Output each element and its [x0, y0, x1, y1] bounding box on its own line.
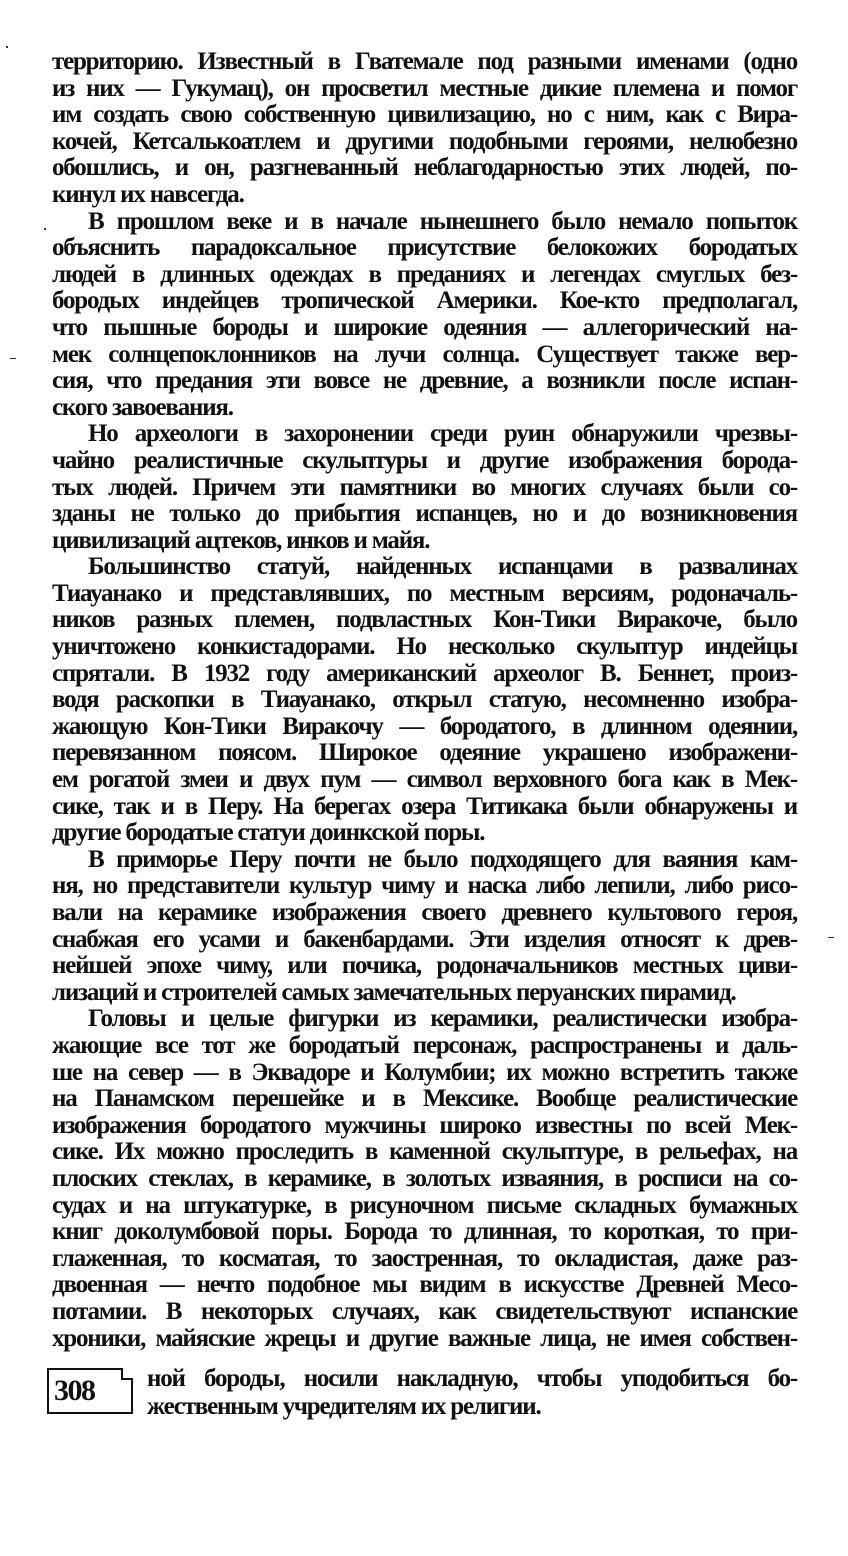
text-line: спрятали. В 1932 году американский археолог В. Беннет, произ-: [52, 659, 797, 687]
text-line: жающую Кон-Тики Виракочу — бородатого, в длинном одеянии,: [52, 712, 797, 740]
text-line: книг доколумбовой поры. Борода то длинная, то короткая, то при-: [52, 1218, 797, 1246]
paragraph: [52, 847, 797, 1007]
paragraph: [52, 1006, 797, 1352]
scan-speck: [828, 937, 834, 938]
text-line: жественным учредителям их религии.: [147, 1392, 541, 1420]
text-line: перевязанном поясом. Широкое одеяние украшено изображени-: [52, 739, 797, 767]
text-line: ского завоевания.: [52, 393, 233, 421]
paragraph: [52, 209, 797, 422]
text-line: Головы и целые фигурки из керамики, реалистически изобра-: [88, 1005, 797, 1033]
text-line: потамии. В некоторых случаях, как свидетельствуют испанские: [52, 1297, 797, 1325]
text-line: жающие все тот же бородатый персонаж, распространены и даль-: [52, 1031, 797, 1059]
scan-speck: [44, 228, 46, 230]
text-line: им создать свою собственную цивилизацию, но с ним, как с Вира-: [52, 101, 797, 129]
text-line: объяснить парадоксальное присутствие белокожих бородатых: [52, 234, 797, 262]
text-line: нейшей эпохе чиму, или почика, родоначальников местных циви-: [52, 952, 797, 980]
text-line: ня, но представители культур чиму и наска либо лепили, либо рисо-: [52, 872, 797, 900]
text-line: сике. Их можно проследить в каменной скульптуре, в рельефах, на: [52, 1138, 797, 1166]
text-line: вали на керамике изображения своего древнего культового героя,: [52, 899, 797, 926]
text-line: водя раскопки в Тиауанако, открыл статую, несомненно изобра-: [52, 686, 797, 714]
text-line: В прошлом веке и в начале нынешнего было немало попыток: [88, 207, 797, 235]
text-line: лизаций и строителей самых замечательных перуанских пирамид.: [52, 978, 736, 1006]
text-line: из них — Гукумац), он просветил местные дикие племена и помог: [52, 74, 797, 102]
text-line: хроники, майяские жрецы и другие важные лица, не имея собствен-: [52, 1324, 797, 1352]
scan-speck: [10, 358, 16, 359]
text-line: зданы не только до прибытия испанцев, но и до возникновения: [52, 500, 797, 528]
text-line: тых людей. Причем эти памятники во многих случаях были со-: [52, 473, 797, 501]
text-line: Но археологи в захоронении среди руин обнаружили чрезвы-: [88, 420, 797, 448]
body-text-tail: [147, 1365, 797, 1420]
paragraph: [52, 49, 797, 209]
text-line: Тиауанако и представлявших, по местным версиям, родоначаль-: [52, 579, 797, 607]
text-line: территорию. Известный в Гватемале под разными именами (одно: [52, 48, 797, 75]
text-line: кочей, Кетсалькоатлем и другими подобными героями, нелюбезно: [52, 127, 797, 155]
text-line: уничтожено конкистадорами. Но несколько скульптур индейцы: [52, 633, 797, 661]
scan-speck: [6, 46, 8, 48]
body-text: [52, 49, 797, 1352]
text-line: плоских стеклах, в керамике, в золотых изваяния, в росписи на со-: [52, 1164, 797, 1192]
text-line: что пышные бороды и широкие одеяния — аллегорический на-: [52, 313, 797, 341]
text-line: людей в длинных одеждах в преданиях и легендах смуглых без-: [52, 260, 797, 288]
text-line: двоенная — нечто подобное мы видим в искусстве Древней Месо-: [52, 1271, 797, 1299]
text-line: снабжая его усами и бакенбардами. Эти изделия относят к древ-: [52, 925, 797, 953]
paragraph: [52, 421, 797, 554]
folded-corner-icon: [121, 1368, 133, 1380]
text-line: Большинство статуй, найденных испанцами в развалинах: [88, 553, 797, 581]
text-line: судах и на штукатурке, в рисуночном письме складных бумажных: [52, 1191, 797, 1219]
text-line: В приморье Перу почти не было подходящего для ваяния кам-: [88, 845, 797, 873]
text-line: ем рогатой змеи и двух пум — символ верховного бога как в Мек-: [52, 766, 797, 794]
text-line: сике, так и в Перу. На берегах озера Титикака были обнаружены и: [52, 792, 797, 820]
text-line: ше на север — в Эквадоре и Колумбии; их можно встретить также: [52, 1058, 797, 1086]
text-line: цивилизаций ацтеков, инков и майя.: [52, 526, 430, 554]
text-line: глаженная, то косматая, то заостренная, то окладистая, даже раз-: [52, 1244, 797, 1272]
text-line: мек солнцепоклонников на лучи солнца. Существует также вер-: [52, 340, 797, 368]
text-line: ников разных племен, подвластных Кон-Тики Виракоче, было: [52, 606, 797, 634]
text-line: обошлись, и он, разгневанный неблагодарностью этих людей, по-: [52, 154, 797, 182]
text-line: другие бородатые статуи доинкской поры.: [52, 819, 485, 847]
text-line: бородых индейцев тропической Америки. Кое-кто предполагал,: [52, 287, 797, 315]
text-line: изображения бородатого мужчины широко известны по всей Мек-: [52, 1111, 797, 1139]
text-line: кинул их навсегда.: [52, 180, 244, 208]
page-number: 308: [54, 1374, 95, 1407]
text-line: на Панамском перешейке и в Мексике. Вообще реалистические: [52, 1085, 797, 1113]
text-line: сия, что предания эти вовсе не древние, а возникли после испан-: [52, 367, 797, 395]
text-line: ной бороды, носили накладную, чтобы уподобиться бо-: [147, 1365, 797, 1392]
page-number-box: [47, 1368, 133, 1414]
text-line: чайно реалистичные скульптуры и другие изображения борода-: [52, 446, 797, 474]
paragraph: [52, 554, 797, 847]
